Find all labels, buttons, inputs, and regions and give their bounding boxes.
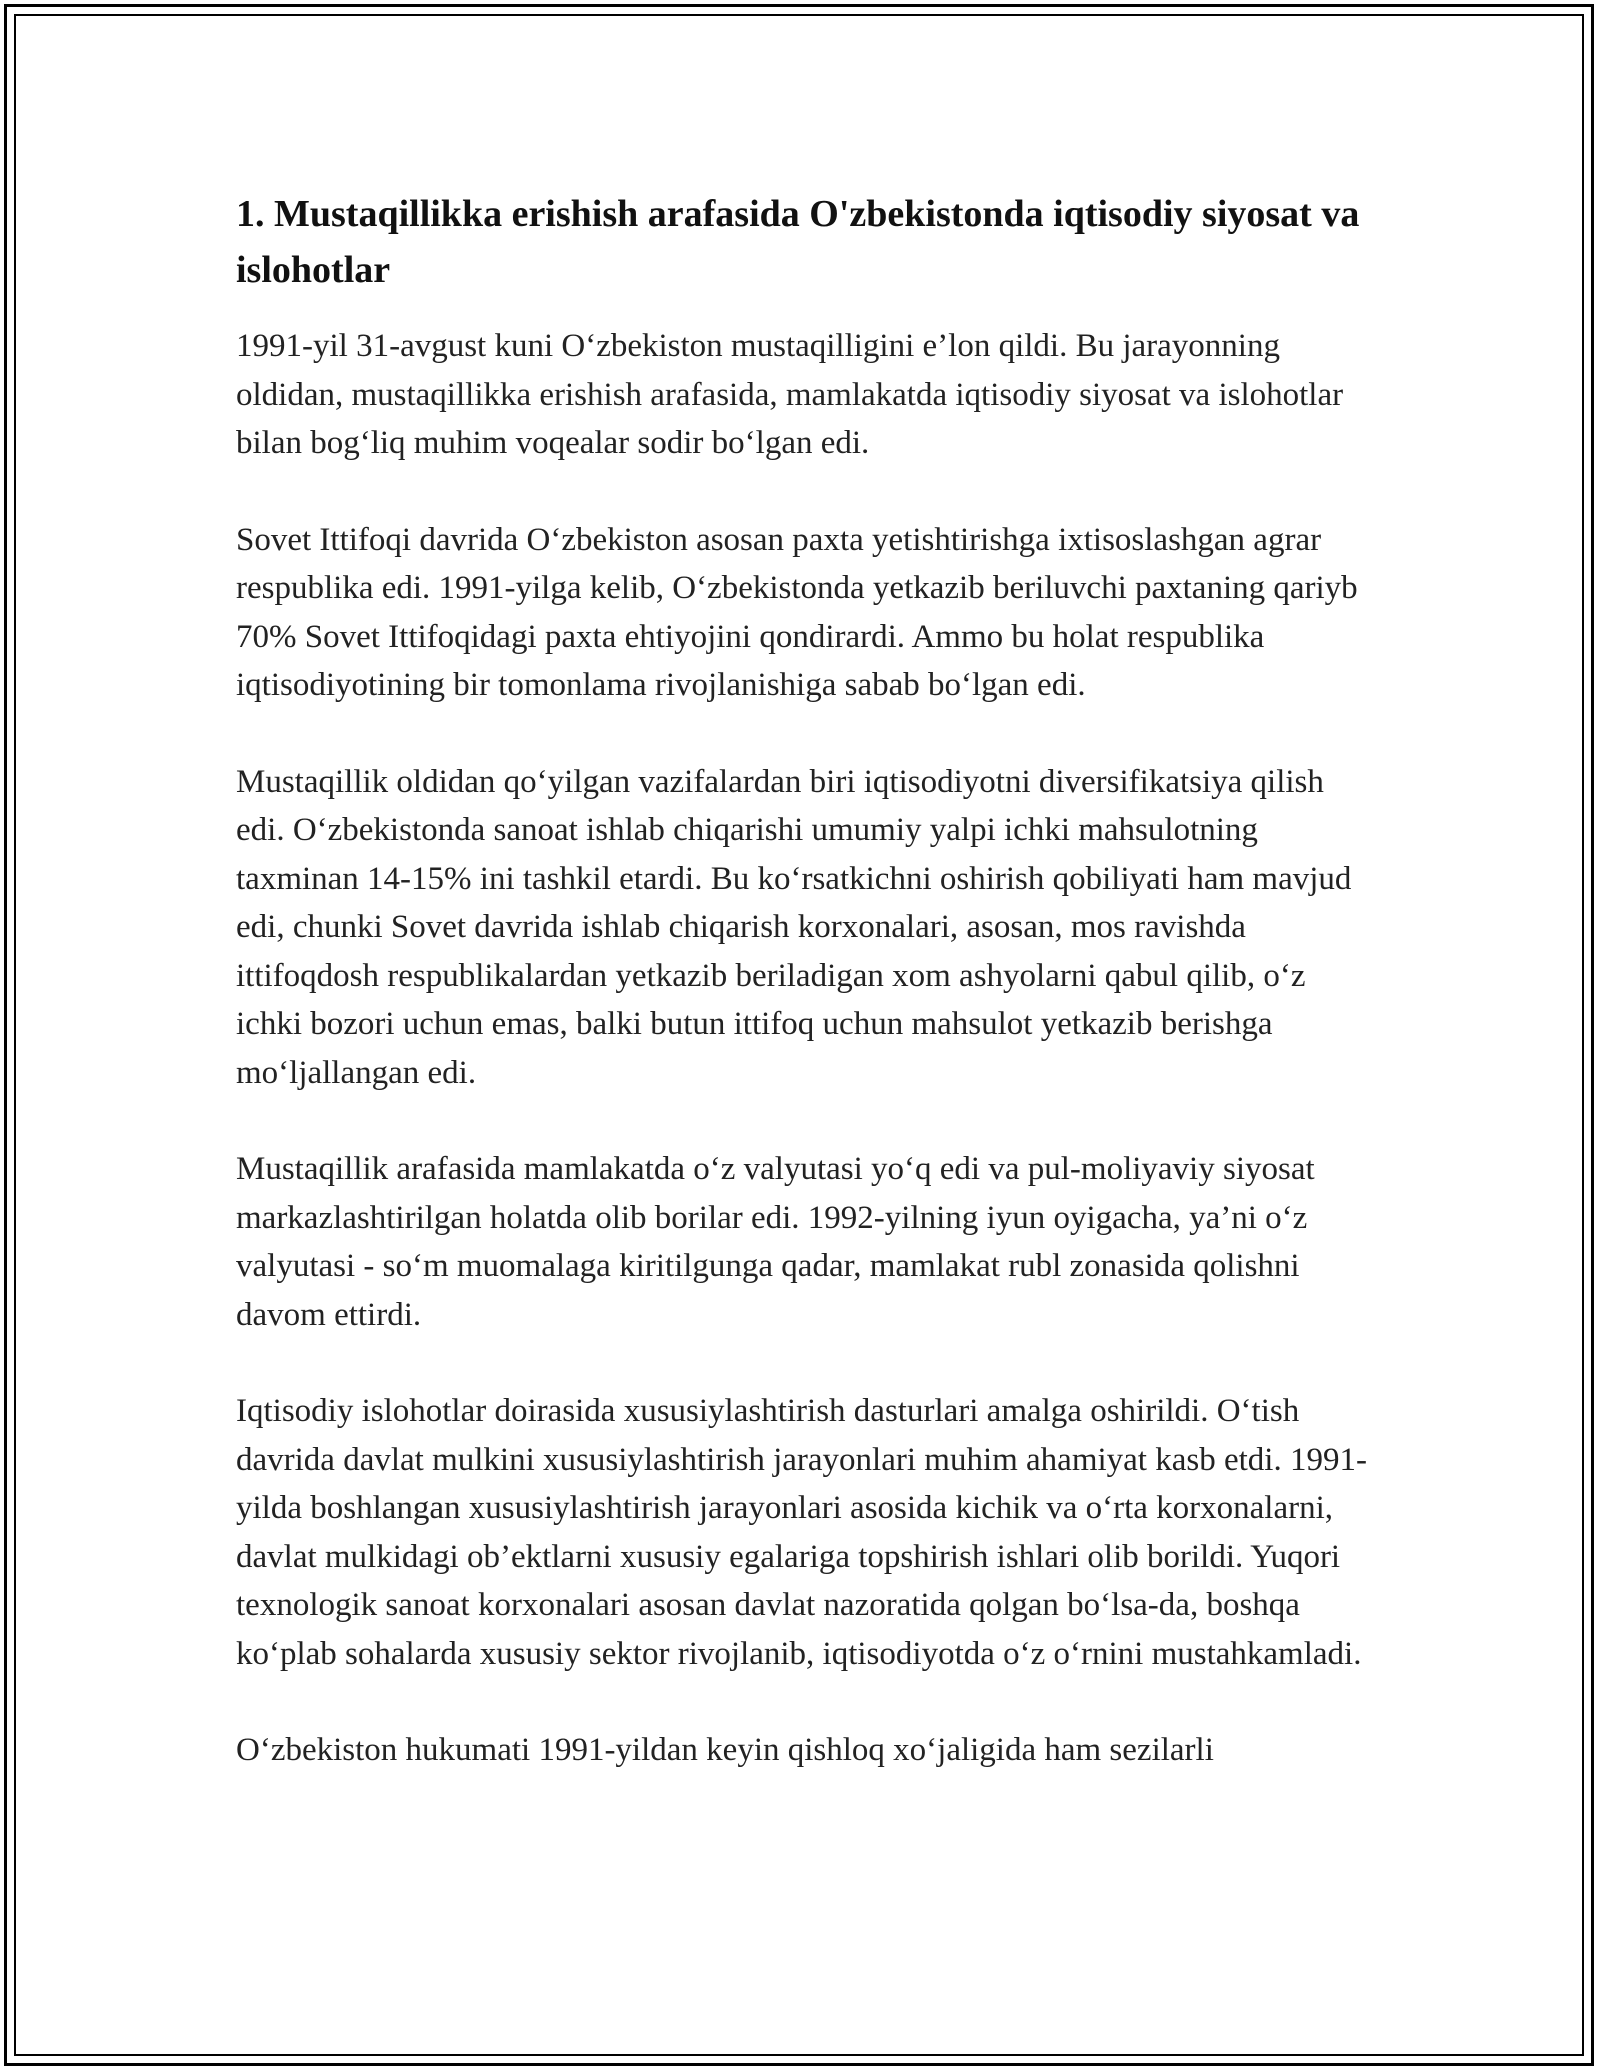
paragraph-agriculture: O‘zbekiston hukumati 1991-yildan keyin qishloq xo‘jaligida ham sezilarli bbox=[236, 1732, 1214, 1768]
paragraph-privatization: Iqtisodiy islohotlar doirasida xususiylashtirish dasturlari amalga oshirildi. O‘tish davrida davlat mulkini xususiylashtirish jarayonlari muhim ahamiyat kasb etdi. 1991-yilda boshlangan xususiylashtirish jarayonlari asosida kichik va o‘rta korxonalarni, davlat mulkidagi ob’ektlarni xususiy egalariga topshirish ishlari olib borildi. Yuqori texnologik sanoat korxonalari asosan davlat nazoratida qolgan bo‘lsa-da, boshqa ko‘plab sohalarda xususiy sektor rivojlanib, iqtisodiyotda o‘z o‘rnini mustahkamladi. bbox=[236, 1393, 1367, 1672]
paragraph-currency: Mustaqillik arafasida mamlakatda o‘z valyutasi yo‘q edi va pul-moliyaviy siyosat markazlashtirilgan holatda olib borilar edi. 1992-yilning iyun oyigacha, ya’ni o‘z valyutasi - so‘m muomalaga kiritilgunga qadar, mamlakat rubl zonasida qolishni davom ettirdi. bbox=[236, 1151, 1315, 1333]
paragraph-diversification: Mustaqillik oldidan qo‘yilgan vazifalardan biri iqtisodiyotni diversifikatsiya qilish edi. O‘zbekistonda sanoat ishlab chiqarishi umumiy yalpi ichki mahsulotning taxminan 14-15% ini tashkil etardi. Bu ko‘rsatkichni oshirish qobiliyati ham mavjud edi, chunki Sovet davrida ishlab chiqarish korxonalari, asosan, mos ravishda ittifoqdosh respublikalardan yetkazib beriladigan xom ashyolarni qabul qilib, o‘z ichki bozori uchun emas, balki butun ittifoq uchun mahsulot yetkazib berishga mo‘ljallangan edi. bbox=[236, 763, 1352, 1091]
document-body bbox=[236, 186, 1376, 1823]
paragraph-independence-declaration: 1991-yil 31-avgust kuni O‘zbekiston mustaqilligini e’lon qildi. Bu jarayonning oldidan, mustaqillikka erishish arafasida, mamlakatda iqtisodiy siyosat va islohotlar bilan bog‘liq muhim voqealar sodir bo‘lgan edi. bbox=[236, 328, 1344, 461]
paragraph-cotton-economy: Sovet Ittifoqi davrida O‘zbekiston asosan paxta yetishtirishga ixtisoslashgan agrar respublika edi. 1991-yilga kelib, O‘zbekistonda yetkazib beriluvchi paxtaning qariyb 70% Sovet Ittifoqidagi paxta ehtiyojini qondirardi. Ammo bu holat respublika iqtisodiyotining bir tomonlama rivojlanishiga sabab bo‘lgan edi. bbox=[236, 521, 1358, 703]
section-title: 1. Mustaqillikka erishish arafasida O'zbekistonda iqtisodiy siyosat va islohotlar bbox=[236, 193, 1360, 291]
